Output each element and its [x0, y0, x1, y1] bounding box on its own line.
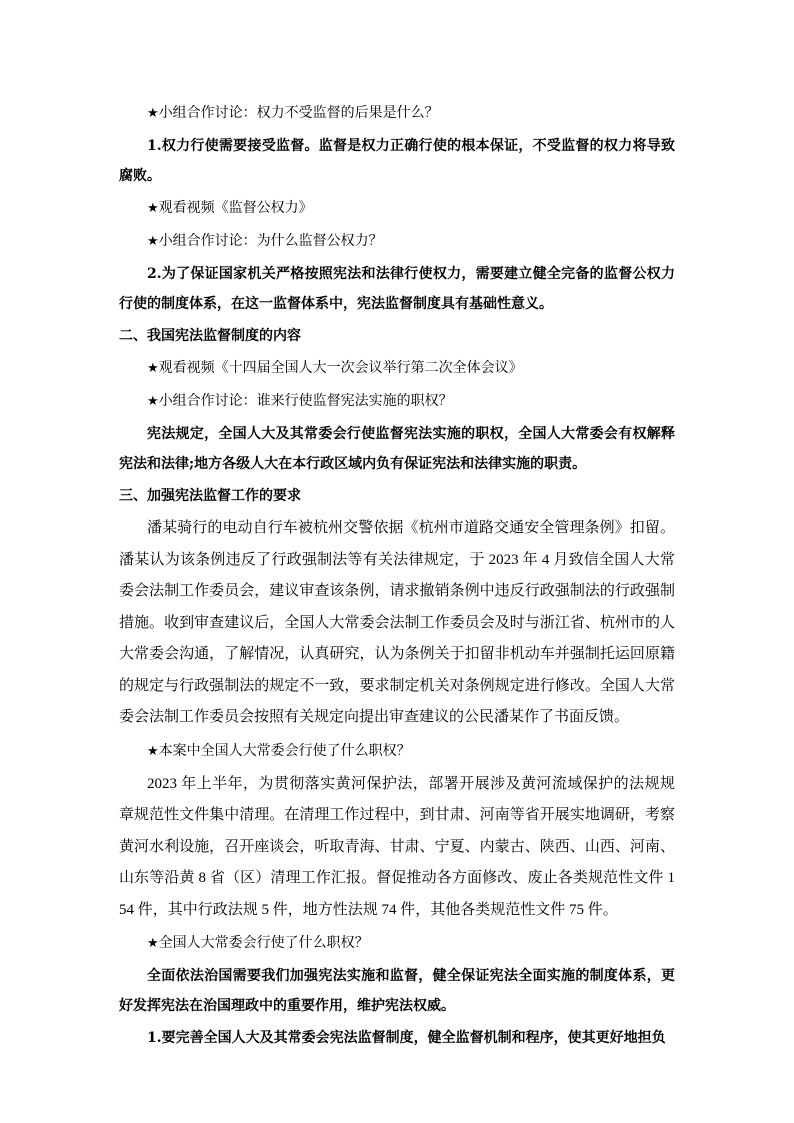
answer-paragraph-2: 2.为了保证国家机关严格按照宪法和法律行使权力，需要建立健全完备的监督公权力行使的制度体系，在这一监督体系中，宪法监督制度具有基础性意义。: [119, 266, 675, 312]
section-heading-3: 三、加强宪法监督工作的要求: [119, 488, 301, 504]
star-icon: ★: [147, 394, 159, 409]
summary-paragraph: 全面依法治国需要我们加强宪法实施和监督，健全保证宪法全面实施的制度体系，更好发挥宪法在治国理政中的重要作用，维护宪法权威。: [119, 968, 675, 1014]
case-question-2: ★全国人大常委会行使了什么职权？: [147, 935, 369, 951]
answer-paragraph-1: 1.权力行使需要接受监督。监督是权力正确行使的根本保证，不受监督的权力将导致腐败。: [119, 138, 675, 184]
discussion-prompt-2: ★小组合作讨论：为什么监督公权力？: [147, 233, 383, 249]
star-icon: ★: [147, 234, 159, 249]
video-prompt-1: ★观看视频《监督公权力》: [147, 200, 313, 216]
section-heading-2: 二、我国宪法监督制度的内容: [119, 328, 301, 344]
case-question-1: ★本案中全国人大常委会行使了什么职权？: [147, 742, 411, 759]
star-icon: ★: [147, 743, 159, 759]
star-icon: ★: [147, 106, 159, 121]
star-icon: ★: [147, 936, 159, 951]
case-paragraph-2: 2023 年上半年，为贯彻落实黄河保护法，部署开展涉及黄河流域保护的法规规章规范性文件集中清理。在清理工作过程中，到甘肃、河南等省开展实地调研，考察黄河水利设施，召开座谈会，听取青海、甘肃、宁夏、内蒙古、陕西、山西、河南、山东等沿黄 8 省（区）清理工作汇报。督促推动各方面修改、废止各类规范性文件 154 件，其中行政法规 5 件，地方性法规 74 件，其他各类规范性文件 75 件。: [119, 775, 675, 918]
discussion-prompt-3: ★小组合作讨论：谁来行使监督宪法实施的职权？: [147, 393, 453, 409]
answer-paragraph-3: 宪法规定，全国人大及其常委会行使监督宪法实施的职权，全国人大常委会有权解释宪法和法律;地方各级人大在本行政区域内负有保证宪法和法律实施的职责。: [119, 426, 675, 472]
star-icon: ★: [147, 361, 159, 376]
star-icon: ★: [147, 201, 159, 216]
discussion-prompt-1: ★小组合作讨论：权力不受监督的后果是什么？: [147, 105, 439, 121]
requirement-paragraph-1: 1.要完善全国人大及其常委会宪法监督制度，健全监督机制和程序，使其更好地担负: [147, 1030, 666, 1046]
case-paragraph-1: 潘某骑行的电动自行车被杭州交警依据《杭州市道路交通安全管理条例》扣留。潘某认为该条例违反了行政强制法等有关法律规定，于 2023 年 4 月致信全国人大常委会法制工作委员会，建议审查该条例，请求撤销条例中违反行政强制法的行政强制措施。收到审查建议后，全国人大常委会法制工作委员会及时与浙江省、杭州市的人大常委会沟通，了解情况，认真研究，认为条例关于扣留非机动车并强制托运回原籍的规定与行政强制法的规定不一致，要求制定机关对条例规定进行修改。全国人大常委会法制工作委员会按照有关规定向提出审查建议的公民潘某作了书面反馈。: [119, 520, 675, 725]
video-prompt-2: ★观看视频《十四届全国人大一次会议举行第二次全体会议》: [147, 360, 523, 376]
